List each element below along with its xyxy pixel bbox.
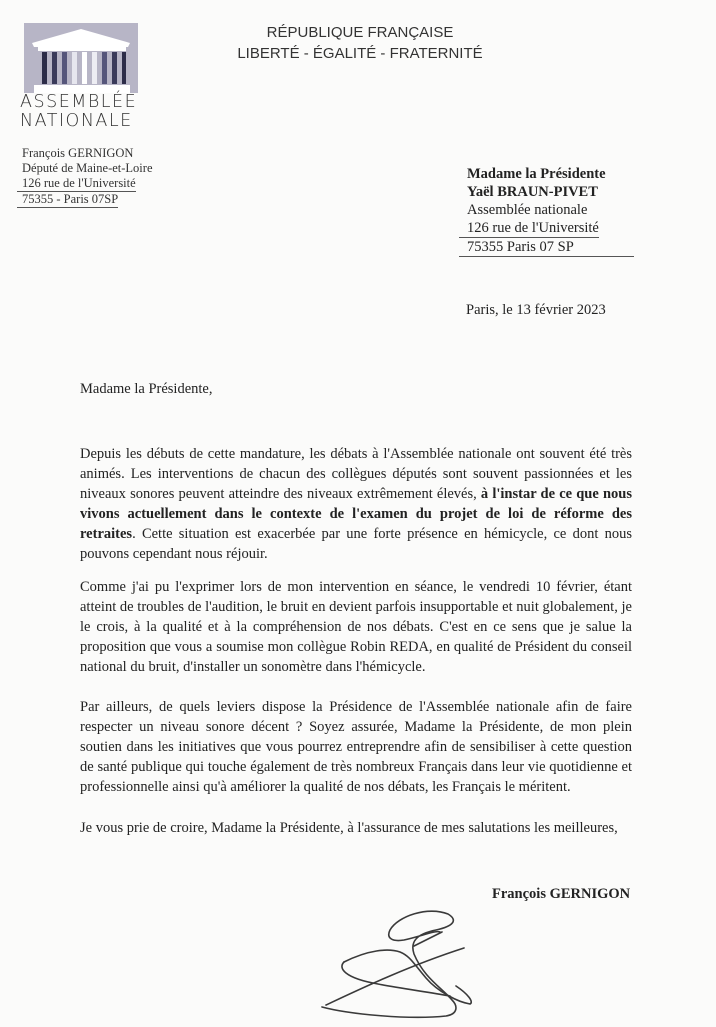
- recipient-address-line2: 75355 Paris 07 SP: [459, 238, 634, 257]
- sender-address-line2: 75355 - Paris 07SP: [17, 192, 118, 208]
- letterhead-header: [220, 22, 500, 64]
- assemblee-nationale-logo: [24, 23, 138, 93]
- paragraph-1: [80, 444, 632, 564]
- salutation: Madame la Présidente,: [80, 381, 213, 397]
- republic-title: RÉPUBLIQUE FRANÇAISE: [266, 24, 454, 41]
- paragraph-1-normal: Depuis les débuts de cette mandature, les débats à l'Assemblée nationale ont souvent été très animés. Les interventions de chacun des collègues députés sont souvent passionnées et les niveaux sonores peuvent atteindre des niveaux extrêmement élevés,: [80, 446, 632, 502]
- paragraph-3: Par ailleurs, de quels leviers dispose la Présidence de l'Assemblée nationale afin de faire respecter un niveau sonore décent ? Soyez assurée, Madame la Présidente, de mon plein soutien dans les initiatives que vous pourrez entreprendre afin de sensibiliser à cette question de santé publique qui touche également de très nombreux Français dans leur vie quotidienne et professionnelle ainsi qu'à améliorer la qualité de nos débats, les Français le méritent.: [80, 699, 632, 795]
- assemblee-nationale-building-icon: [24, 23, 138, 93]
- sender-block: [22, 146, 153, 208]
- handwritten-signature-icon: [318, 902, 488, 1027]
- recipient-block: [467, 165, 634, 257]
- paragraph-4: Je vous prie de croire, Madame la Présidente, à l'assurance de mes salutations les meilleures,: [80, 820, 618, 836]
- logo-wordmark: [20, 93, 150, 131]
- paragraph-1-tail: . Cette situation est exacerbée par une forte présence en hémicycle, ce dont nous pouvons cependant nous réjouir.: [80, 526, 632, 562]
- sender-title: Député de Maine-et-Loire: [22, 161, 153, 175]
- recipient-address-line1: 126 rue de l'Université: [459, 219, 599, 238]
- republic-motto: LIBERTÉ - ÉGALITÉ - FRATERNITÉ: [237, 45, 483, 62]
- logo-line1: ASSEMBLÉE: [20, 92, 138, 112]
- logo-line2: NATIONALE: [20, 111, 133, 131]
- recipient-organization: Assemblée nationale: [467, 202, 588, 218]
- sender-name: François GERNIGON: [22, 146, 134, 160]
- paragraph-2: Comme j'ai pu l'exprimer lors de mon intervention en séance, le vendredi 10 février, étant atteint de troubles de l'audition, le bruit en devient parfois insupportable et nuit globalement, je le crois, à la qualité et à la compréhension de nos débats. C'est en ce sens que je salue la proposition que vous a soumise mon collègue Robin REDA, en qualité de Président du conseil national du bruit, d'installer un sonomètre dans l'hémicycle.: [80, 579, 632, 675]
- recipient-name: Yaël BRAUN-PIVET: [467, 184, 598, 200]
- signer-name: François GERNIGON: [492, 886, 631, 902]
- letter-date: Paris, le 13 février 2023: [466, 302, 606, 318]
- sender-address-line1: 126 rue de l'Université: [17, 176, 136, 192]
- recipient-title: Madame la Présidente: [467, 166, 606, 182]
- paragraph-1-bold: à l'instar de ce que nous vivons actuellement dans le contexte de l'examen du projet de loi de réforme des retraites: [80, 486, 632, 542]
